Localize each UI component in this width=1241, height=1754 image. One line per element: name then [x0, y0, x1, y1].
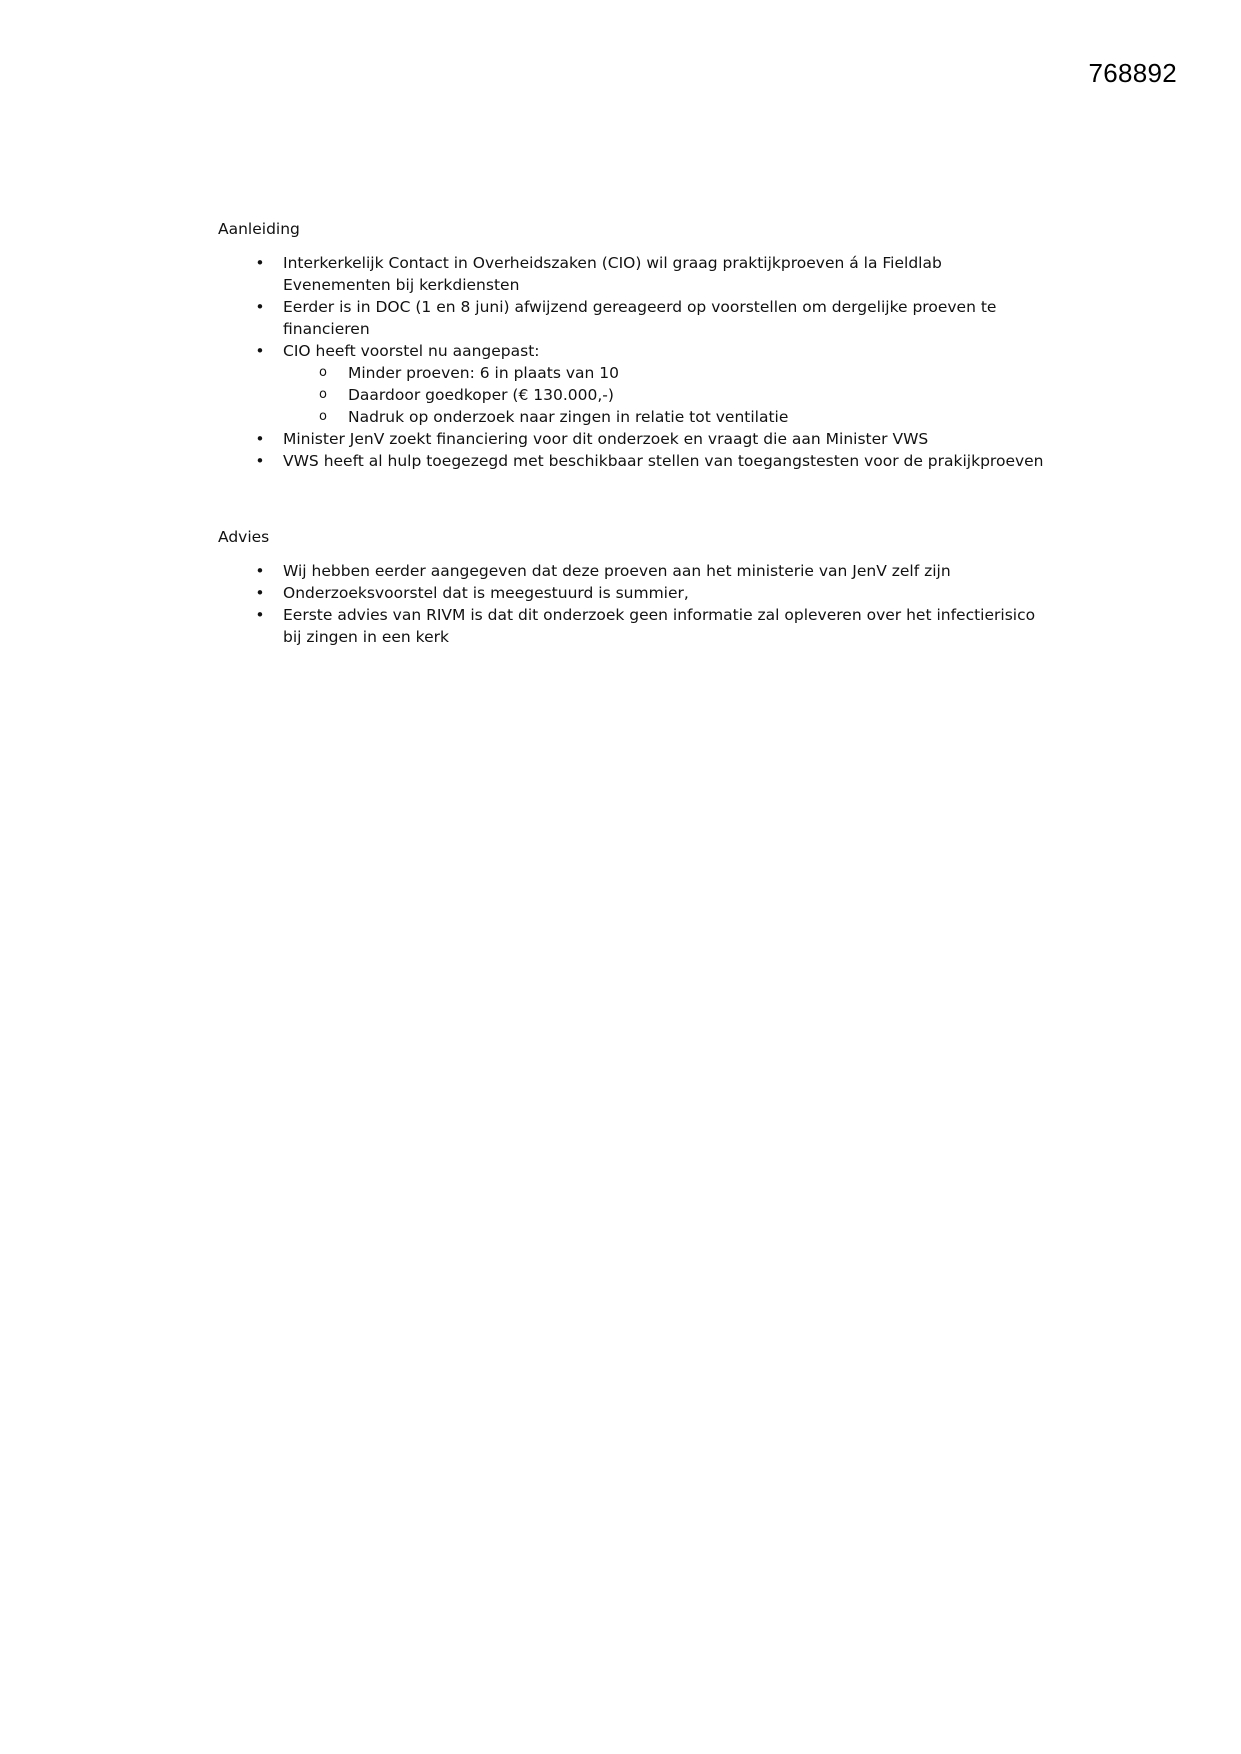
document-number: 768892: [1088, 58, 1177, 88]
bullet-icon: •: [255, 606, 265, 624]
bullet-icon: •: [255, 254, 265, 272]
sub-bullet-icon: o: [319, 365, 327, 380]
section-heading: Advies: [218, 528, 270, 546]
list-item: [218, 604, 1048, 648]
bullet-icon: •: [255, 430, 265, 448]
section-aanleiding: [218, 218, 1048, 472]
bullet-icon: •: [255, 562, 265, 580]
bullet-list: [218, 560, 1048, 648]
sub-list-item: [283, 384, 1048, 406]
list-item-text: CIO heeft voorstel nu aangepast:: [283, 342, 540, 360]
bullet-icon: •: [255, 342, 265, 360]
bullet-icon: •: [255, 298, 265, 316]
sub-list-item-text: Minder proeven: 6 in plaats van 10: [348, 364, 619, 382]
bullet-icon: •: [255, 452, 265, 470]
sub-bullet-list: [283, 362, 1048, 428]
sub-list-item-text: Daardoor goedkoper (€ 130.000,-): [348, 386, 614, 404]
bullet-icon: •: [255, 584, 265, 602]
list-item: [218, 428, 1048, 450]
list-item: [218, 252, 1048, 296]
list-item-text: Onderzoeksvoorstel dat is meegestuurd is summier,: [283, 584, 689, 602]
list-item: [218, 582, 1048, 604]
list-item: [218, 340, 1048, 428]
list-item: [218, 296, 1048, 340]
sub-list-item: [283, 362, 1048, 384]
sub-bullet-icon: o: [319, 409, 327, 424]
list-item-text: Eerder is in DOC (1 en 8 juni) afwijzend gereageerd op voorstellen om dergelijke proeven te financieren: [283, 298, 997, 338]
sub-list-item: [283, 406, 1048, 428]
list-item: [218, 560, 1048, 582]
section-advies: [218, 526, 1048, 648]
bullet-list: [218, 252, 1048, 472]
list-item: [218, 450, 1048, 472]
list-item-text: Wij hebben eerder aangegeven dat deze proeven aan het ministerie van JenV zelf zijn: [283, 562, 951, 580]
list-item-text: Minister JenV zoekt financiering voor dit onderzoek en vraagt die aan Minister VWS: [283, 430, 929, 448]
sub-bullet-icon: o: [319, 387, 327, 402]
document-body: [218, 218, 1048, 648]
list-item-text: Interkerkelijk Contact in Overheidszaken (CIO) wil graag praktijkproeven á la Fieldlab Evenementen bij kerkdiensten: [283, 254, 942, 294]
sub-list-item-text: Nadruk op onderzoek naar zingen in relatie tot ventilatie: [348, 408, 789, 426]
list-item-text: Eerste advies van RIVM is dat dit onderzoek geen informatie zal opleveren over het infectierisico bij zingen in een kerk: [283, 606, 1036, 646]
list-item-text: VWS heeft al hulp toegezegd met beschikbaar stellen van toegangstesten voor de prakijkproeven: [283, 452, 1044, 470]
section-heading: Aanleiding: [218, 220, 300, 238]
